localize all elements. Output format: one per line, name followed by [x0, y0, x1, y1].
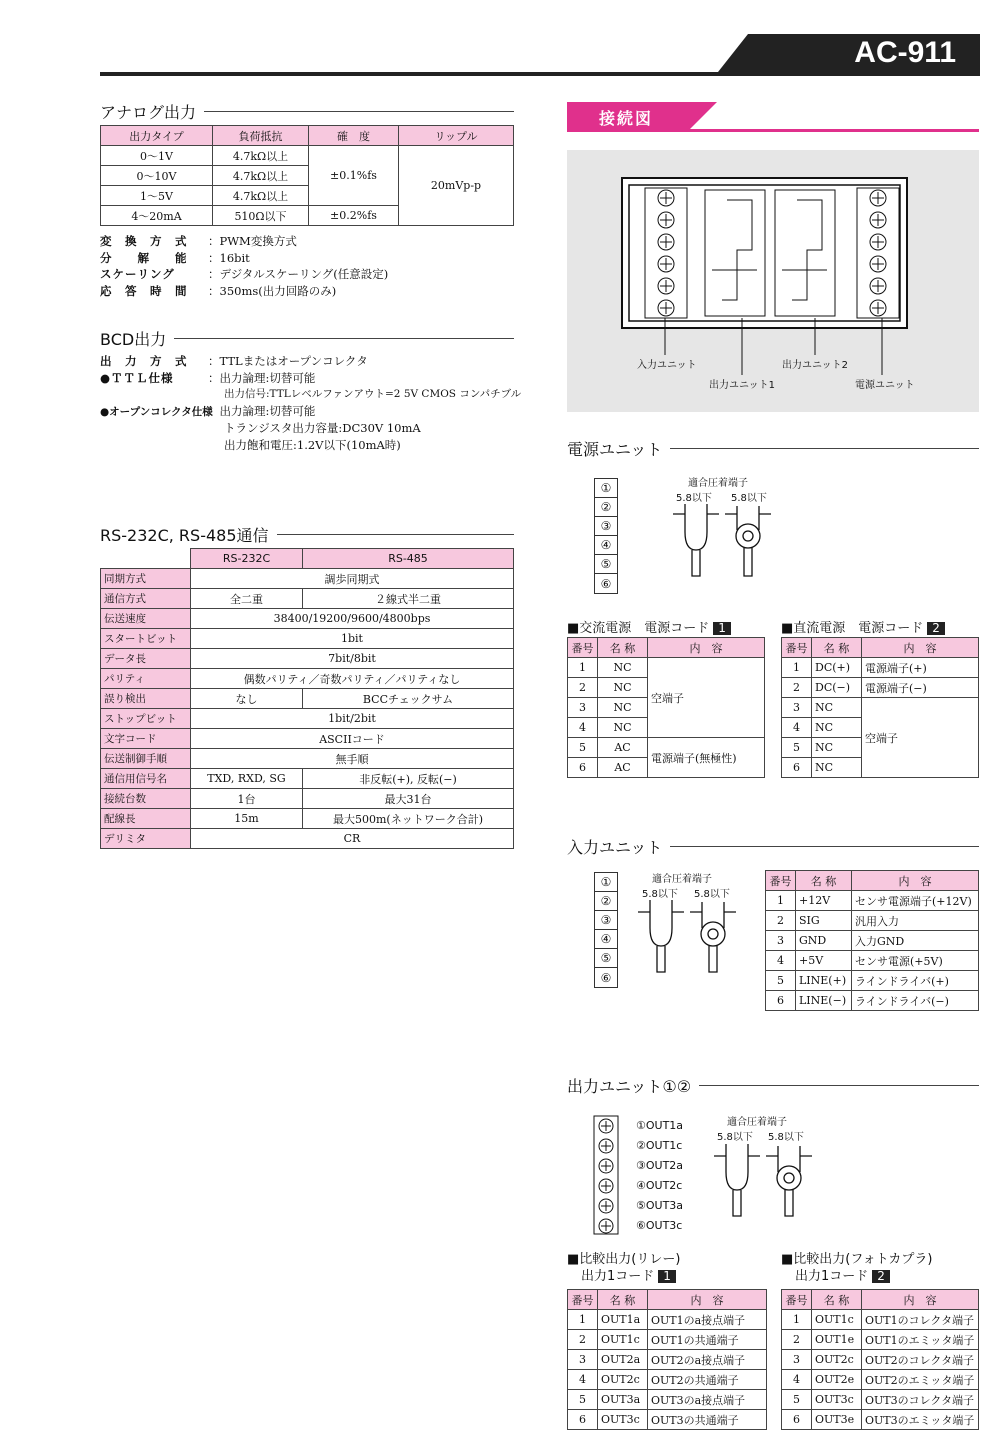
rs-row-label: ストップビット: [101, 709, 191, 729]
rs-row: [101, 649, 514, 669]
table-cell: 3: [782, 1350, 812, 1370]
rs-485-value: 非反転(+), 反転(−): [303, 769, 514, 789]
rs-row-label: デリミタ: [101, 829, 191, 849]
table-cell: 3: [568, 1350, 598, 1370]
rs-row: [101, 629, 514, 649]
table-cell: SIG: [796, 911, 852, 931]
input-crimp-icon: [630, 896, 742, 978]
rs-row: [101, 609, 514, 629]
dc-power-table: 番号 名 称 内 容 1 DC(+) 電源端子(+) 2 DC(−) 電源端子(−) 3 NC 空端子 4 NC 5 NC 6 NC: [781, 637, 979, 778]
rs-row-label: 伝送制御手順: [101, 749, 191, 769]
table-cell: 6: [568, 1410, 598, 1430]
table-cell: 5: [782, 1390, 812, 1410]
rs-shared-value: 偶数パリティ／奇数パリティ／パリティなし: [191, 669, 514, 689]
power-terminal-block: ① ② ③ ④ ⑤ ⑥: [594, 478, 618, 594]
table-cell: OUT3c: [598, 1410, 648, 1430]
table-row: [568, 1410, 767, 1430]
table-cell: 5: [766, 971, 796, 991]
table-cell: 2: [568, 1330, 598, 1350]
table-cell: OUT1c: [598, 1330, 648, 1350]
table-cell: 入力GND: [852, 931, 979, 951]
table-cell: OUT2のエミッタ端子: [862, 1370, 979, 1390]
rs-row: [101, 789, 514, 809]
output-pin-label: ⑤OUT3a: [636, 1199, 684, 1212]
table-cell: 1: [766, 891, 796, 911]
table-cell: 6: [766, 991, 796, 1011]
rs-table: RS-232C RS-485 同期方式 調歩同期式 通信方式 全二重 ２線式半二重 伝送速度 38400/19200/9600/4800bps スタートビット 1bit データ長 7bit/8bit パリティ 偶数パリティ／奇数パリティ／パリティなし 誤り検出 なし BCCチェックサム ストップビット 1bit/2bit 文字コード ASCIIコード 伝送制御手順 無手順 通信用信号名 TXD, RXD, SG 非反転(+), 反転(−) 接続台数 1台 最大31台 配線長 15m 最大500m(ネットワーク合計) デリミタ CR: [100, 548, 514, 849]
table-cell: 2: [782, 1330, 812, 1350]
table-cell: GND: [796, 931, 852, 951]
rs-485-value: 最大31台: [303, 789, 514, 809]
relay-table: 番号 名 称 内 容 1 OUT1a OUT1のa接点端子 2 OUT1c OUT1の共通端子 3 OUT2a OUT2のa接点端子 4 OUT2c OUT2の共通端子 5 OUT3a OUT3のa接点端子 6 OUT3c OUT3の共通端子: [567, 1289, 767, 1430]
rs-485-value: ２線式半二重: [303, 589, 514, 609]
rs-row: [101, 669, 514, 689]
output-pin-labels: [636, 1116, 683, 1236]
table-cell: OUT2c: [812, 1350, 862, 1370]
ac-power-title: ■交流電源 電源コード 1: [567, 617, 731, 636]
input-terminal-block: ① ② ③ ④ ⑤ ⑥: [594, 872, 618, 988]
table-cell: LINE(+): [796, 971, 852, 991]
table-cell: OUT1c: [812, 1310, 862, 1330]
table-cell: 4: [766, 951, 796, 971]
rs-row: [101, 809, 514, 829]
table-cell: 4: [782, 1370, 812, 1390]
table-cell: OUT2のa接点端子: [648, 1350, 767, 1370]
table-cell: 2: [766, 911, 796, 931]
rs-row-label: パリティ: [101, 669, 191, 689]
table-cell: OUT1の共通端子: [648, 1330, 767, 1350]
relay-title: ■比較出力(リレー) 出力1コード 1: [567, 1252, 681, 1284]
ac-power-table: 番号 名 称 内 容 1 NC 空端子 2 NC 3 NC 4 NC 5 AC 電源端子(無極性) 6 AC: [567, 637, 765, 778]
table-row: [782, 1310, 979, 1330]
output-pin-label: ②OUT1c: [636, 1139, 683, 1152]
table-cell: OUT3のa接点端子: [648, 1390, 767, 1410]
rs-row: [101, 569, 514, 589]
rs-row: [101, 769, 514, 789]
dc-power-title: ■直流電源 電源コード 2: [781, 617, 945, 636]
crimp-title: 適合圧着端子: [688, 478, 748, 489]
output-pin-label: ①OUT1a: [636, 1119, 684, 1132]
table-cell: 4: [568, 1370, 598, 1390]
rs-shared-value: 1bit/2bit: [191, 709, 514, 729]
rs-row-label: 接続台数: [101, 789, 191, 809]
label-output-unit-2: 出力ユニット2: [782, 360, 848, 371]
rs-row-label: 誤り検出: [101, 689, 191, 709]
table-cell: OUT1のa接点端子: [648, 1310, 767, 1330]
table-row: [766, 891, 979, 911]
table-cell: OUT3のエミッタ端子: [862, 1410, 979, 1430]
rs-row-label: スタートビット: [101, 629, 191, 649]
table-cell: 1: [782, 1310, 812, 1330]
rs-heading: RS-232C, RS-485通信: [100, 523, 514, 545]
table-row: [782, 1350, 979, 1370]
output-pin-label: ③OUT2a: [636, 1159, 684, 1172]
rs-shared-value: 無手順: [191, 749, 514, 769]
bcd-specs: 出 力 方 式 ：TTLまたはオープンコレクタ ●ＴＴＬ仕様 ：出力論理:切替可能 出力信号:TTLレベルファンアウト=2 5V CMOS コンパチブル ●オープンコレクタ仕様：出力論理:切替可能 トランジスタ出力容量:DC30V 10mA 出力飽和電圧:1.2V以下(10mA時): [100, 354, 522, 452]
rs-row-label: 通信用信号名: [101, 769, 191, 789]
output-crimp-icon: [706, 1140, 818, 1222]
rs-232c-value: 全二重: [191, 589, 303, 609]
bcd-heading: BCD出力: [100, 327, 514, 349]
table-cell: OUT3の共通端子: [648, 1410, 767, 1430]
output-heading: 出力ユニット①②: [567, 1074, 979, 1096]
table-row: [766, 971, 979, 991]
table-row: [568, 1350, 767, 1370]
label-output-unit-1: 出力ユニット1: [709, 380, 775, 391]
table-cell: ラインドライバ(+): [852, 971, 979, 991]
photo-table: 番号 名 称 内 容 1 OUT1c OUT1のコレクタ端子 2 OUT1e OUT1のエミッタ端子 3 OUT2c OUT2のコレクタ端子 4 OUT2e OUT2のエミッタ端子 5 OUT3c OUT3のコレクタ端子 6 OUT3e OUT3のエミッタ端子: [781, 1289, 979, 1430]
rs-row-label: データ長: [101, 649, 191, 669]
rs-row: [101, 709, 514, 729]
table-cell: OUT2のコレクタ端子: [862, 1350, 979, 1370]
table-cell: OUT2a: [598, 1350, 648, 1370]
table-cell: +12V: [796, 891, 852, 911]
rs-row: [101, 689, 514, 709]
table-cell: OUT1e: [812, 1330, 862, 1350]
rs-shared-value: 調歩同期式: [191, 569, 514, 589]
table-row: [568, 1390, 767, 1410]
table-row: [782, 1370, 979, 1390]
table-cell: OUT3a: [598, 1390, 648, 1410]
table-row: [766, 991, 979, 1011]
rs-row: [101, 829, 514, 849]
table-cell: OUT1a: [598, 1310, 648, 1330]
power-heading: 電源ユニット: [567, 437, 979, 459]
input-heading: 入力ユニット: [567, 835, 979, 857]
table-cell: 1: [568, 1310, 598, 1330]
table-cell: 6: [782, 1410, 812, 1430]
rs-232c-value: なし: [191, 689, 303, 709]
table-cell: OUT1のエミッタ端子: [862, 1330, 979, 1350]
table-row: [766, 951, 979, 971]
table-cell: OUT2e: [812, 1370, 862, 1390]
model-name: AC-911: [854, 36, 956, 69]
table-cell: センサ電源端子(+12V): [852, 891, 979, 911]
rs-485-value: BCCチェックサム: [303, 689, 514, 709]
table-cell: OUT3のコレクタ端子: [862, 1390, 979, 1410]
table-cell: OUT2c: [598, 1370, 648, 1390]
analog-heading: アナログ出力: [100, 100, 514, 122]
rs-row-label: 文字コード: [101, 729, 191, 749]
crimp-terminal-icon: [665, 500, 775, 582]
rs-row-label: 伝送速度: [101, 609, 191, 629]
table-row: [782, 1330, 979, 1350]
table-row: [766, 911, 979, 931]
rs-shared-value: 7bit/8bit: [191, 649, 514, 669]
table-row: [568, 1310, 767, 1330]
table-row: [568, 1370, 767, 1390]
table-cell: センサ電源(+5V): [852, 951, 979, 971]
rs-232c-value: 15m: [191, 809, 303, 829]
rs-row: [101, 589, 514, 609]
rs-row-label: 配線長: [101, 809, 191, 829]
connection-banner: 接続図: [567, 102, 979, 132]
input-table: 番号 名 称 内 容 1 +12V センサ電源端子(+12V) 2 SIG 汎用入力 3 GND 入力GND 4 +5V センサ電源(+5V) 5 LINE(+) ラインドライバ(+) 6 LINE(−) ラインドライバ(−): [765, 870, 979, 1011]
rs-485-value: 最大500m(ネットワーク合計): [303, 809, 514, 829]
table-cell: OUT3c: [812, 1390, 862, 1410]
connection-diagram: [567, 150, 979, 412]
rs-232c-value: TXD, RXD, SG: [191, 769, 303, 789]
table-row: [782, 1390, 979, 1410]
photo-title: ■比較出力(フォトカプラ) 出力1コード 2: [781, 1252, 933, 1284]
unit-layout-svg: [567, 150, 979, 412]
table-cell: +5V: [796, 951, 852, 971]
table-cell: LINE(−): [796, 991, 852, 1011]
table-row: [782, 1410, 979, 1430]
label-power-unit: 電源ユニット: [855, 380, 915, 391]
table-cell: OUT2の共通端子: [648, 1370, 767, 1390]
label-input-unit: 入力ユニット: [637, 360, 697, 371]
title-bar: [100, 34, 980, 76]
table-row: [568, 1330, 767, 1350]
table-cell: 3: [766, 931, 796, 951]
rs-shared-value: 1bit: [191, 629, 514, 649]
output-terminal-block: [592, 1114, 636, 1236]
analog-table: 出力タイプ 負荷抵抗 確 度 リップル 0～1V 4.7kΩ以上 ±0.1%fs 20mVp-p 0～10V 4.7kΩ以上 1～5V 4.7kΩ以上 4～20mA 510Ω以下 ±0.2%fs: [100, 125, 514, 226]
table-cell: 汎用入力: [852, 911, 979, 931]
output-pin-label: ⑥OUT3c: [636, 1219, 683, 1232]
rs-232c-value: 1台: [191, 789, 303, 809]
analog-specs: 変 換 方 式 ：PWM変換方式 分 解 能 ：16bit スケーリング ：デジタルスケーリング(任意設定) 応 答 時 間 ：350ms(出力回路のみ): [100, 234, 389, 298]
rs-row: [101, 749, 514, 769]
rs-shared-value: ASCIIコード: [191, 729, 514, 749]
rs-shared-value: CR: [191, 829, 514, 849]
rs-row: [101, 729, 514, 749]
rs-row-label: 同期方式: [101, 569, 191, 589]
table-cell: OUT1のコレクタ端子: [862, 1310, 979, 1330]
rs-row-label: 通信方式: [101, 589, 191, 609]
table-cell: ラインドライバ(−): [852, 991, 979, 1011]
table-cell: 5: [568, 1390, 598, 1410]
output-pin-label: ④OUT2c: [636, 1179, 683, 1192]
rs-shared-value: 38400/19200/9600/4800bps: [191, 609, 514, 629]
table-row: [766, 931, 979, 951]
table-cell: OUT3e: [812, 1410, 862, 1430]
